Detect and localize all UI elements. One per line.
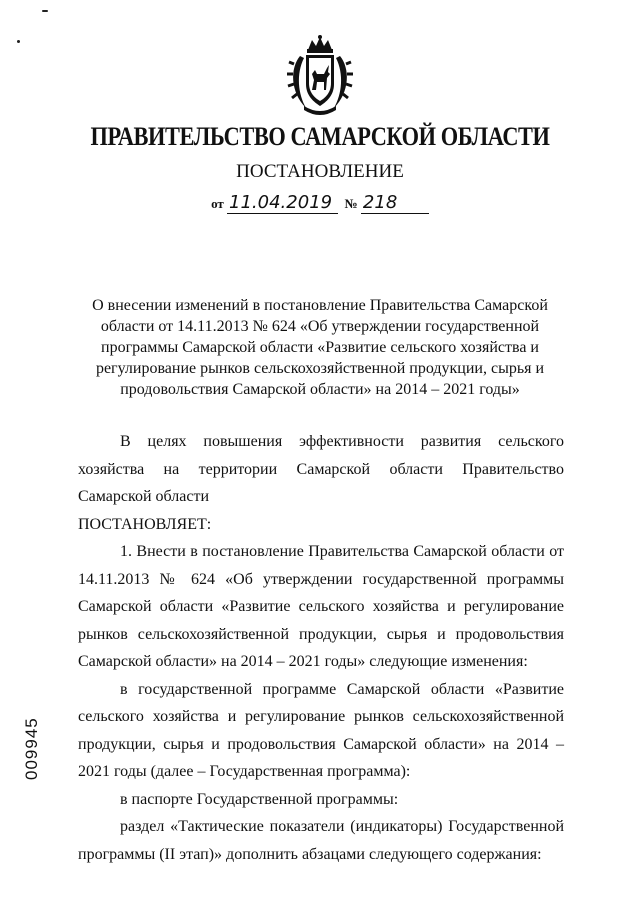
item-1-paragraph: 1. Внести в постановление Правительства Самарской области от 14.11.2013 № 624 «Об утверждении государственной программы Самарской области «Развитие сельского хозяйства и регулирование рынков сельскохозяйственной продукции, сырья и продовольствия Самарской области» на 2014 – 2021 годы» следующие изменения: [78, 543, 564, 670]
date-prefix: от [211, 196, 224, 211]
scan-speck [42, 10, 48, 12]
resolves-line: ПОСТАНОВЛЯЕТ: [78, 515, 212, 533]
number-prefix: № [344, 196, 358, 211]
organization-title: ПРАВИТЕЛЬСТВО САМАРСКОЙ ОБЛАСТИ [90, 122, 550, 151]
program-paragraph: в государственной программе Самарской области «Развитие сельского хозяйства и регулирование рынков сельскохозяйственной продукции, сырья и продовольствия Самарской области» на 2014 – 2021 годы (далее – Государственная программа): [78, 680, 564, 780]
number-value: 218 [361, 192, 429, 214]
date-value: 11.04.2019 [227, 192, 338, 214]
samara-coat-of-arms-icon [286, 34, 354, 118]
passport-paragraph: в паспорте Государственной программы: [120, 790, 399, 808]
document-subject: О внесении изменений в постановление Правительства Самарской области от 14.11.2013 № 624 «Об утверждении государственной программы Самарской области «Развитие сельского хозяйства и регулирование рынков сельскохозяйственной продукции, сырья и продовольствия Самарской области» на 2014 – 2021 годы» [92, 297, 548, 398]
section-paragraph: раздел «Тактические показатели (индикаторы) Государственной программы (II этап)» дополнить абзацами следующего содержания: [78, 818, 564, 863]
preamble-paragraph: В целях повышения эффективности развития сельского хозяйства на территории Самарской области Правительство Самарской области [78, 433, 564, 505]
document-body [78, 428, 564, 868]
date-number-line [0, 192, 640, 214]
scan-speck [17, 40, 20, 43]
document-type: ПОСТАНОВЛЕНИЕ [236, 161, 404, 182]
side-registration-number: 009945 [22, 717, 41, 780]
